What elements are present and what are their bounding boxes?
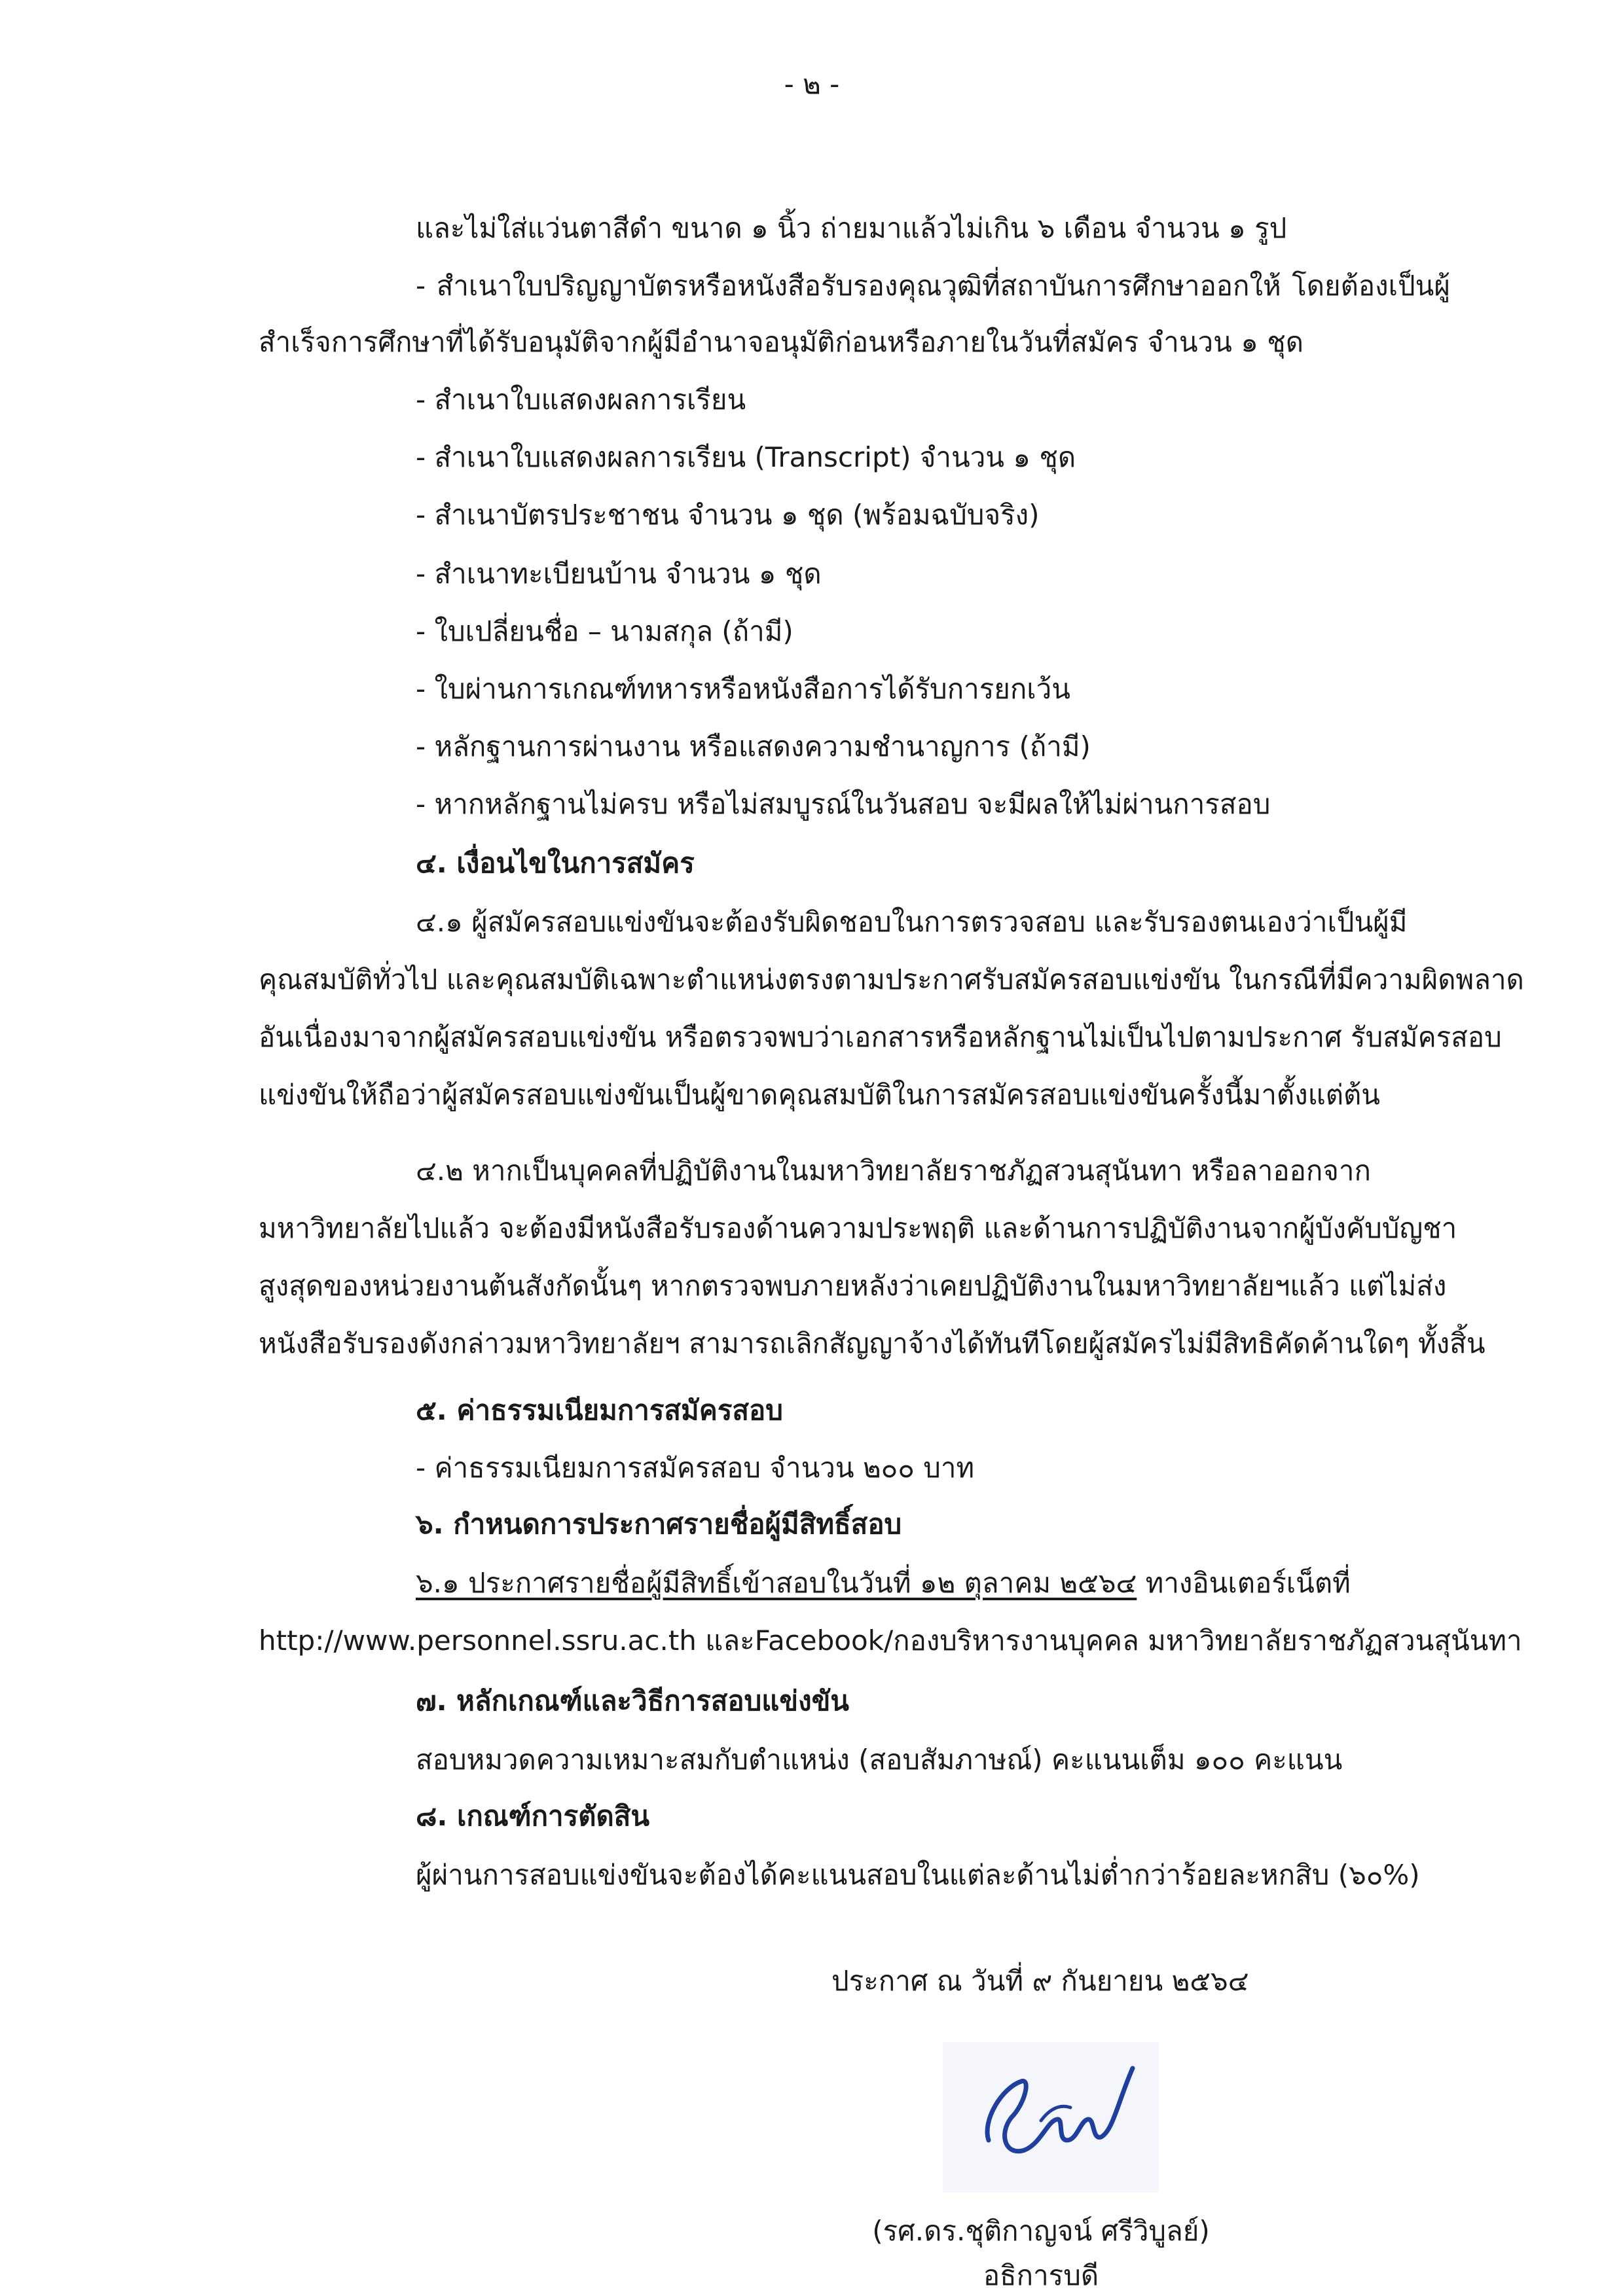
announcement-date: ประกาศ ณ วันที่ ๙ กันยายน ๒๕๖๔ (831, 1965, 1249, 1997)
document-item: - สำเนาบัตรประชาชน จำนวน ๑ ชุด (พร้อมฉบับจริง) (416, 499, 1040, 531)
document-item: - สำเนาใบแสดงผลการเรียน (Transcript) จำนวน ๑ ชุด (416, 441, 1076, 473)
section-6-url-line: http://www.personnel.ssru.ac.th และFacebook/กองบริหารงานบุคคล มหาวิทยาลัยราชภัฏสวนสุนันทา (259, 1624, 1522, 1657)
announcement-channel-text: ทางอินเตอร์เน็ตที่ (1137, 1567, 1351, 1599)
degree-item-line-1: - สำเนาใบปริญญาบัตรหรือหนังสือรับรองคุณวุฒิที่สถาบันการศึกษาออกให้ โดยต้องเป็นผู้ (416, 270, 1450, 302)
signatory-name: (รศ.ดร.ชุติกาญจน์ ศรีวิบูลย์) (872, 2215, 1210, 2247)
section-4-heading: ๔. เงื่อนไขในการสมัคร (416, 847, 695, 879)
document-item: - หากหลักฐานไม่ครบ หรือไม่สมบูรณ์ในวันสอบ จะมีผลให้ไม่ผ่านการสอบ (416, 788, 1271, 820)
section-8-heading: ๘. เกณฑ์การตัดสิน (416, 1800, 650, 1832)
document-item: - หลักฐานการผ่านงาน หรือแสดงความชำนาญการ (ถ้ามี) (416, 730, 1091, 762)
section-8-line: ผู้ผ่านการสอบแข่งขันจะต้องได้คะแนนสอบในแต่ละด้านไม่ต่ำกว่าร้อยละหกสิบ (๖๐%) (416, 1859, 1420, 1891)
section-4-2-line: ๔.๒ หากเป็นบุคคลที่ปฏิบัติงานในมหาวิทยาลัยราชภัฏสวนสุนันทา หรือลาออกจาก (416, 1155, 1371, 1187)
signatory-title: อธิการบดี (983, 2259, 1099, 2291)
section-6-1-line (416, 1564, 1351, 1602)
signature-image (943, 2042, 1159, 2193)
announcement-date-underlined: ๖.๑ ประกาศรายชื่อผู้มีสิทธิ์เข้าสอบในวันที่ ๑๒ ตุลาคม ๒๕๖๔ (416, 1567, 1137, 1599)
document-item: - ใบเปลี่ยนชื่อ – นามสกุล (ถ้ามี) (416, 615, 793, 647)
degree-item-line-2: สำเร็จการศึกษาที่ได้รับอนุมัติจากผู้มีอำนาจอนุมัติก่อนหรือภายในวันที่สมัคร จำนวน ๑ ชุด (259, 326, 1304, 358)
document-item: - ใบผ่านการเกณฑ์ทหารหรือหนังสือการได้รับการยกเว้น (416, 673, 1070, 705)
section-4-1-line: แข่งขันให้ถือว่าผู้สมัครสอบแข่งขันเป็นผู้ขาดคุณสมบัติในการสมัครสอบแข่งขันครั้งนี้มาตั้งแต่ต้น (259, 1079, 1381, 1111)
section-5-heading: ๕. ค่าธรรมเนียมการสมัครสอบ (416, 1394, 783, 1426)
section-4-2-line: มหาวิทยาลัยไปแล้ว จะต้องมีหนังสือรับรองด้านความประพฤติ และด้านการปฏิบัติงานจากผู้บังคับบัญชา (259, 1212, 1457, 1244)
section-4-2-line: หนังสือรับรองดังกล่าวมหาวิทยาลัยฯ สามารถเลิกสัญญาจ้างได้ทันทีโดยผู้สมัครไม่มีสิทธิคัดค้านใดๆ ทั้งสิ้น (259, 1327, 1486, 1359)
photo-requirement-line: และไม่ใส่แว่นตาสีดำ ขนาด ๑ นิ้ว ถ่ายมาแล้วไม่เกิน ๖ เดือน จำนวน ๑ รูป (416, 212, 1287, 244)
section-7-heading: ๗. หลักเกณฑ์และวิธีการสอบแข่งขัน (416, 1685, 850, 1717)
page-number: - ๒ - (784, 68, 840, 100)
signature-background (943, 2042, 1159, 2193)
section-4-1-line: อันเนื่องมาจากผู้สมัครสอบแข่งขัน หรือตรวจพบว่าเอกสารหรือหลักฐานไม่เป็นไปตามประกาศ รับสมัครสอบ (259, 1021, 1502, 1053)
section-4-1-line: คุณสมบัติทั่วไป และคุณสมบัติเฉพาะตำแหน่งตรงตามประกาศรับสมัครสอบแข่งขัน ในกรณีที่มีความผิดพลาด (259, 963, 1524, 996)
section-5-fee-line: - ค่าธรรมเนียมการสมัครสอบ จำนวน ๒๐๐ บาท (416, 1452, 975, 1484)
section-6-heading: ๖. กำหนดการประกาศรายชื่อผู้มีสิทธิ์สอบ (416, 1508, 902, 1540)
document-item: - สำเนาใบแสดงผลการเรียน (416, 384, 746, 416)
document-item: - สำเนาทะเบียนบ้าน จำนวน ๑ ชุด (416, 558, 822, 590)
section-4-2-line: สูงสุดของหน่วยงานต้นสังกัดนั้นๆ หากตรวจพบภายหลังว่าเคยปฏิบัติงานในมหาวิทยาลัยฯแล้ว แต่ไม่ส่ง (259, 1270, 1447, 1302)
section-4-1-line: ๔.๑ ผู้สมัครสอบแข่งขันจะต้องรับผิดชอบในการตรวจสอบ และรับรองตนเองว่าเป็นผู้มี (416, 906, 1408, 938)
section-7-line: สอบหมวดความเหมาะสมกับตำแหน่ง (สอบสัมภาษณ์) คะแนนเต็ม ๑๐๐ คะแนน (416, 1744, 1343, 1776)
